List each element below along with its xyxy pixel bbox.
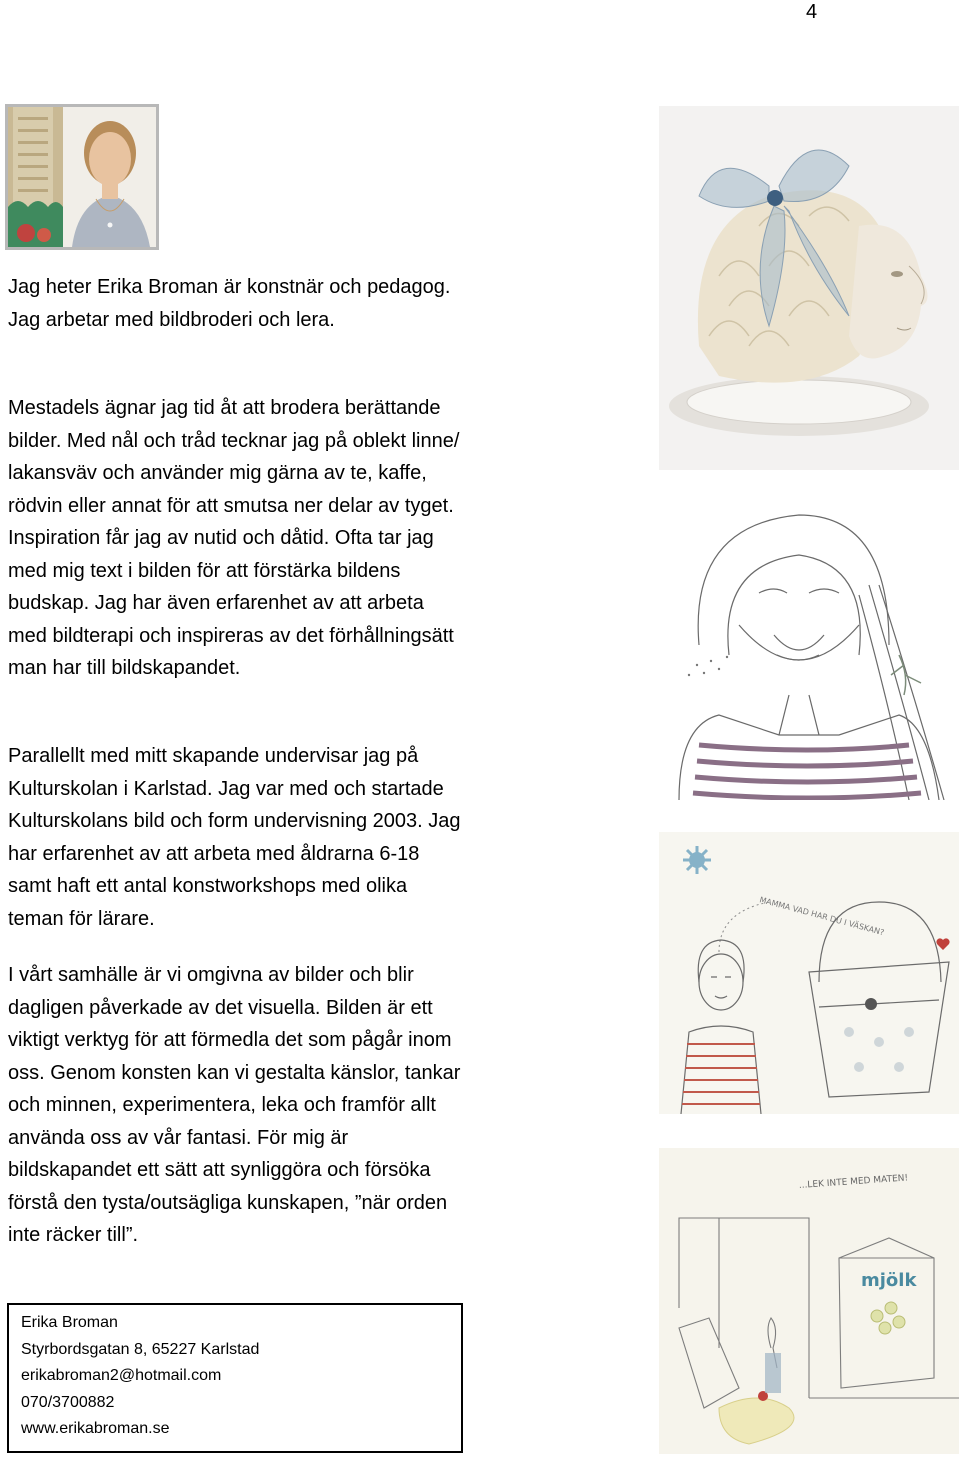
philosophy-section	[8, 959, 468, 1252]
intro-section	[8, 271, 468, 336]
bag-speech-text: MAMMA VAD HAR DU I VÄSKAN?	[758, 895, 886, 938]
contact-box	[7, 1303, 463, 1453]
contact-website: www.erikabroman.se	[21, 1420, 170, 1437]
contact-address: Styrbordsgatan 8, 65227 Karlstad	[21, 1340, 260, 1358]
technique-section	[8, 392, 468, 685]
contact-email: erikabroman2@hotmail.com	[21, 1367, 222, 1384]
contact-phone: 070/3700882	[21, 1393, 115, 1411]
teaching-paragraph: Parallellt med mitt skapande undervisar jag på Kulturskolan i Karlstad. Jag var med och startade Kulturskolans bild och form undervisning 2003. Jag har erfarenhet av att arbeta med åldrarna 6-18 samt haft ett antal konstworkshops med olika teman för lärare.	[8, 745, 461, 930]
technique-paragraph: Mestadels ägnar jag tid åt att brodera berättande bilder. Med nål och tråd tecknar jag på oblekt linne/ lakansväv och använder mig gärna av te, kaffe, rödvin eller annat för att smutsa ner delar av tyget. Inspiration får jag av nutid och dåtid. Ofta tar jag med mig text i bilden för att förstärka bildens budskap. Jag har även erfarenhet av att arbeta med bildterapi och inspireras av det förhållningsätt man har till bildskapandet.	[8, 397, 460, 679]
contact-name: Erika Broman	[21, 1314, 118, 1331]
embroidered-woman-artwork	[659, 505, 959, 800]
milk-carton-label: mjölk	[861, 1270, 917, 1291]
teaching-section	[8, 740, 468, 935]
page-number: 4	[806, 1, 818, 23]
intro-paragraph: Jag heter Erika Broman är konstnär och pedagog. Jag arbetar med bildbroderi och lera.	[8, 276, 451, 331]
ceramic-head-artwork	[659, 106, 959, 470]
embroidered-girl-bag-artwork	[659, 832, 959, 1114]
embroidered-milk-artwork	[659, 1148, 959, 1454]
artist-portrait-photo	[5, 104, 159, 250]
philosophy-paragraph: I vårt samhälle är vi omgivna av bilder och blir dagligen påverkade av det visuella. Bilden är ett viktigt verktyg för att förmedla det som pågår inom oss. Genom konsten kan vi gestalta känslor, tankar och minnen, experimentera, leka och framför allt använda oss av vår fantasi. För mig är bildskapandet ett sätt att synliggöra och försöka förstå den tysta/outsägliga kunskapen, ”när orden inte räcker till”.	[8, 964, 461, 1246]
milk-speech-text: ...LEK INTE MED MATEN!	[798, 1173, 909, 1191]
